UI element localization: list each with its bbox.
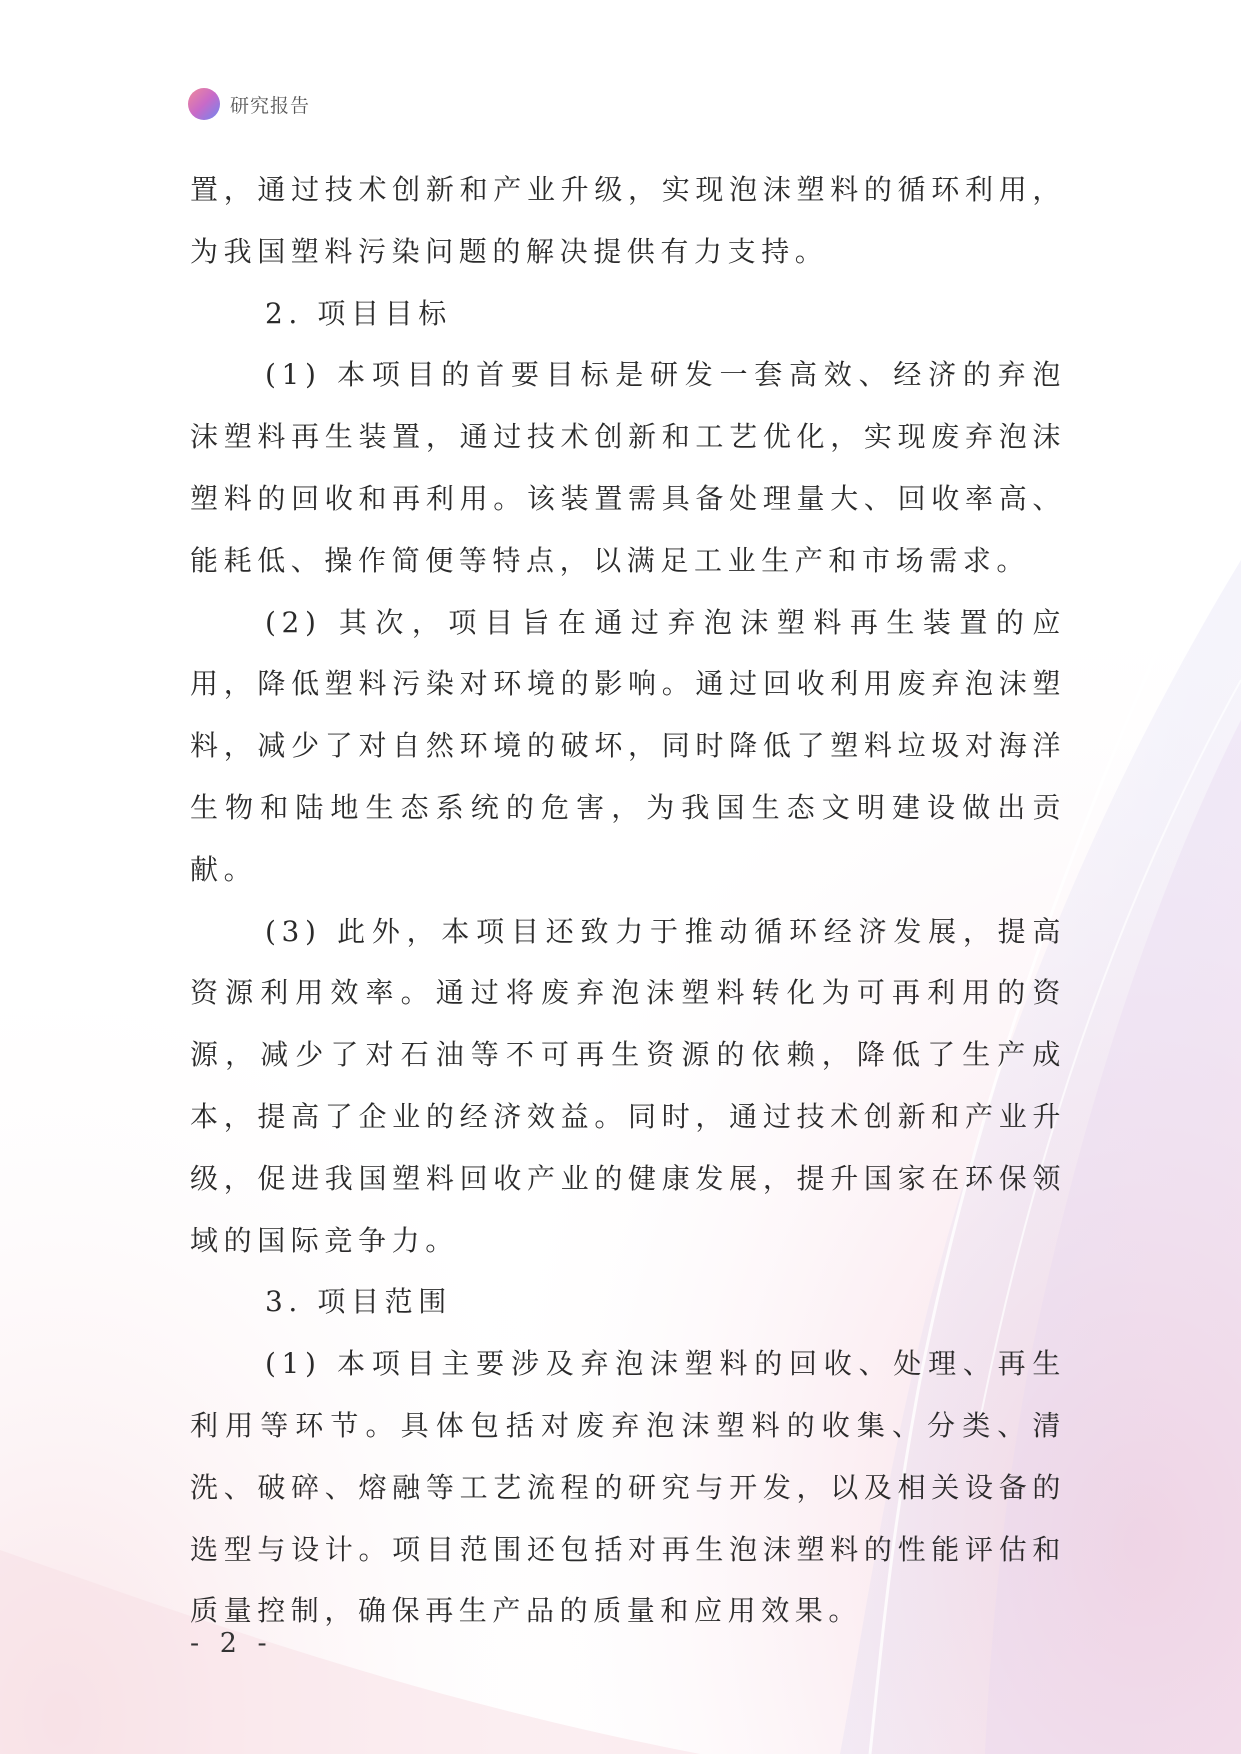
paragraph-continuation: 置，通过技术创新和产业升级，实现泡沫塑料的循环利用，为我国塑料污染问题的解决提供有力支持。 <box>190 173 1066 268</box>
section-heading-project-goals: 2. 项目目标 <box>265 296 452 330</box>
logo-circle-icon <box>188 88 220 120</box>
document-body <box>190 159 1066 1642</box>
paragraph-scope-1: (1) 本项目主要涉及弃泡沫塑料的回收、处理、再生利用等环节。具体包括对废弃泡沫塑料的收集、分类、清洗、破碎、熔融等工艺流程的研究与开发，以及相关设备的选型与设计。项目范围还包括对再生泡沫塑料的性能评估和质量控制，确保再生产品的质量和应用效果。 <box>190 1347 1066 1628</box>
header-title: 研究报告 <box>230 94 311 117</box>
page-header <box>188 88 310 120</box>
section-heading-project-scope: 3. 项目范围 <box>265 1285 452 1319</box>
paragraph-goal-3: (3) 此外，本项目还致力于推动循环经济发展，提高资源利用效率。通过将废弃泡沫塑料转化为可再利用的资源，减少了对石油等不可再生资源的依赖，降低了生产成本，提高了企业的经济效益。同时，通过技术创新和产业升级，促进我国塑料回收产业的健康发展，提升国家在环保领域的国际竞争力。 <box>190 914 1066 1257</box>
page-number: - 2 - <box>190 1628 273 1659</box>
paragraph-goal-2: (2) 其次，项目旨在通过弃泡沫塑料再生装置的应用，降低塑料污染对环境的影响。通过回收利用废弃泡沫塑料，减少了对自然环境的破坏，同时降低了塑料垃圾对海洋生物和陆地生态系统的危害，为我国生态文明建设做出贡献。 <box>190 605 1066 886</box>
paragraph-goal-1: (1) 本项目的首要目标是研发一套高效、经济的弃泡沫塑料再生装置，通过技术创新和工艺优化，实现废弃泡沫塑料的回收和再利用。该装置需具备处理量大、回收率高、能耗低、操作简便等特点，以满足工业生产和市场需求。 <box>190 358 1066 577</box>
